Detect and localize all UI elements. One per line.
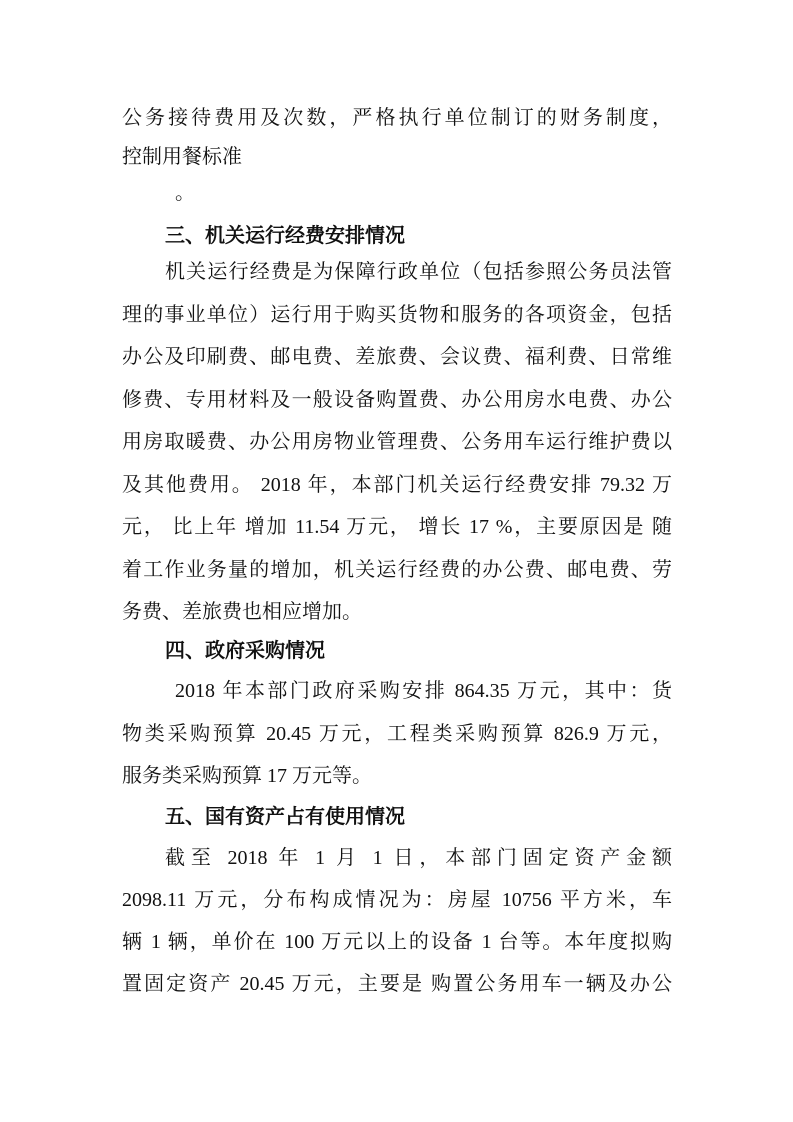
section-heading: 三、机关运行经费安排情况: [165, 225, 405, 247]
text-line: 。: [175, 182, 195, 204]
text-line: 用房取暖费、办公用房物业管理费、公务用车运行维护费以: [122, 431, 672, 453]
text-line: 2098.11 万元，分布构成情况为：房屋 10756 平方米，车: [122, 889, 672, 911]
text-line: 辆 1 辆，单价在 100 万元以上的设备 1 台等。本年度拟购: [122, 931, 672, 953]
text-line: 置固定资产 20.45 万元，主要是 购置公务用车一辆及办公: [122, 973, 672, 995]
text-line: 办公及印刷费、邮电费、差旅费、会议费、福利费、日常维: [122, 346, 672, 368]
text-line: 2018 年本部门政府采购安排 864.35 万元，其中：货: [175, 680, 672, 702]
text-line: 元， 比上年 增加 11.54 万元， 增长 17 %，主要原因是 随: [122, 516, 672, 538]
section-heading: 四、政府采购情况: [165, 640, 325, 662]
text-line: 控制用餐标准: [122, 146, 242, 168]
text-line: 着工作业务量的增加，机关运行经费的办公费、邮电费、劳: [122, 559, 672, 581]
section-heading: 五、国有资产占有使用情况: [165, 806, 405, 828]
text-line: 务费、差旅费也相应增加。: [122, 601, 362, 623]
text-line: 及其他费用。 2018 年，本部门机关运行经费安排 79.32 万: [122, 474, 672, 496]
text-line: 物类采购预算 20.45 万元，工程类采购预算 826.9 万元，: [122, 723, 672, 745]
text-line: 服务类采购预算 17 万元等。: [122, 765, 372, 787]
text-line: 理的事业单位）运行用于购买货物和服务的各项资金，包括: [122, 304, 672, 326]
text-line: 修费、专用材料及一般设备购置费、办公用房水电费、办公: [122, 389, 672, 411]
text-line: 公务接待费用及次数，严格执行单位制订的财务制度，: [122, 107, 672, 129]
text-line: 截至 2018 年 1 月 1 日，本部门固定资产金额: [165, 847, 672, 869]
text-line: 机关运行经费是为保障行政单位（包括参照公务员法管: [165, 261, 672, 283]
